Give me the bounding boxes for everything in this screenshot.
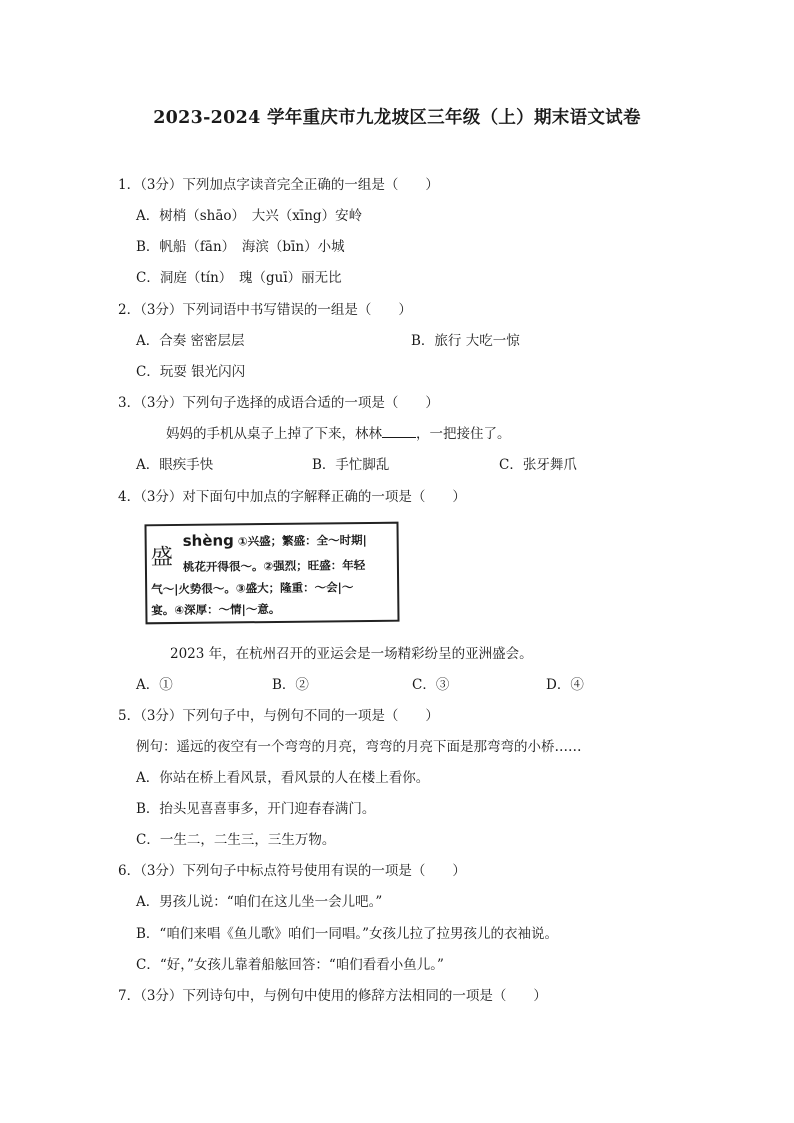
question-5-example: 例句：遥远的夜空有一个弯弯的月亮，弯弯的月亮下面是那弯弯的小桥……: [136, 739, 582, 755]
question-4-option-d: D．④: [546, 677, 584, 693]
question-6-option-a: A．男孩儿说：“咱们在这儿坐一会儿吧。”: [136, 894, 383, 910]
question-1-option-a: A．树梢（shāo） 大兴（xīng）安岭: [136, 208, 363, 224]
question-4-option-c: C．③: [412, 677, 450, 693]
question-7-stem: 7．（3分）下列诗句中，与例句中使用的修辞方法相同的一项是（ ）: [118, 988, 547, 1004]
question-3-sentence-after: ，一把接住了。: [416, 426, 511, 442]
question-5-stem: 5．（3分）下列句子中，与例句不同的一项是（ ）: [118, 708, 439, 724]
question-6-stem: 6．（3分）下列句子中标点符号使用有误的一项是（ ）: [118, 863, 466, 879]
question-2-option-c: C．玩耍 银光闪闪: [136, 364, 246, 380]
dictionary-line-2: 桃花开得很～。②强烈；旺盛：年轻: [182, 558, 366, 574]
question-3-stem: 3．（3分）下列句子选择的成语合适的一项是（ ）: [118, 395, 439, 411]
question-6-option-b: B．“咱们来唱《鱼儿歌》咱们一同唱。”女孩儿拉了拉男孩儿的衣袖说。: [136, 926, 558, 942]
question-5-option-c: C．一生二，二生三，三生万物。: [136, 832, 336, 848]
question-3-sentence-before: 妈妈的手机从桌子上掉了下来，林林: [166, 426, 382, 442]
question-4-stem: 4．（3分）对下面句中加点的字解释正确的一项是（ ）: [118, 489, 466, 505]
question-2-option-a: A．合奏 密密层层: [136, 333, 245, 349]
page-title: 2023-2024 学年重庆市九龙坡区三年级（上）期末语文试卷: [153, 108, 641, 128]
dictionary-pinyin: shèng: [182, 531, 234, 550]
dictionary-line-3: 气～|火势很～。③盛大；隆重：～会|～: [151, 580, 354, 597]
question-4-option-a: A．①: [136, 677, 173, 693]
question-2-option-b: B．旅行 大吃一惊: [411, 333, 520, 349]
question-6-option-c: C．“好，”女孩儿靠着船舷回答：“咱们看看小鱼儿。”: [136, 957, 444, 973]
dictionary-line-4: 宴。④深厚：～情|～意。: [151, 601, 281, 618]
question-5-option-a: A．你站在桥上看风景，看风景的人在楼上看你。: [136, 770, 430, 786]
question-4-sentence: 2023 年，在杭州召开的亚运会是一场精彩纷呈的亚洲盛会。: [170, 646, 533, 662]
question-4-option-b: B．②: [272, 677, 309, 693]
dictionary-def-1: ①兴盛；繁盛：全～时期|: [237, 533, 367, 549]
question-2-stem: 2．（3分）下列词语中书写错误的一组是（ ）: [118, 302, 412, 318]
question-1-option-c: C．洞庭（tín） 瑰（guī）丽无比: [136, 270, 342, 286]
question-1-stem: 1．（3分）下列加点字读音完全正确的一组是（ ）: [118, 177, 439, 193]
dictionary-line-1: [183, 530, 367, 550]
dictionary-character: 盛: [150, 545, 173, 571]
answer-blank: [382, 425, 416, 438]
question-1-option-b: B．帆船（fān） 海滨（bīn）小城: [136, 239, 345, 255]
question-3-option-b: B．手忙脚乱: [312, 457, 390, 473]
dictionary-entry-image: [144, 522, 399, 625]
question-3-sentence: [166, 425, 511, 443]
question-5-option-b: B．抬头见喜喜事多，开门迎春春满门。: [136, 801, 376, 817]
question-3-option-c: C．张牙舞爪: [499, 457, 577, 473]
question-3-option-a: A．眼疾手快: [136, 457, 214, 473]
